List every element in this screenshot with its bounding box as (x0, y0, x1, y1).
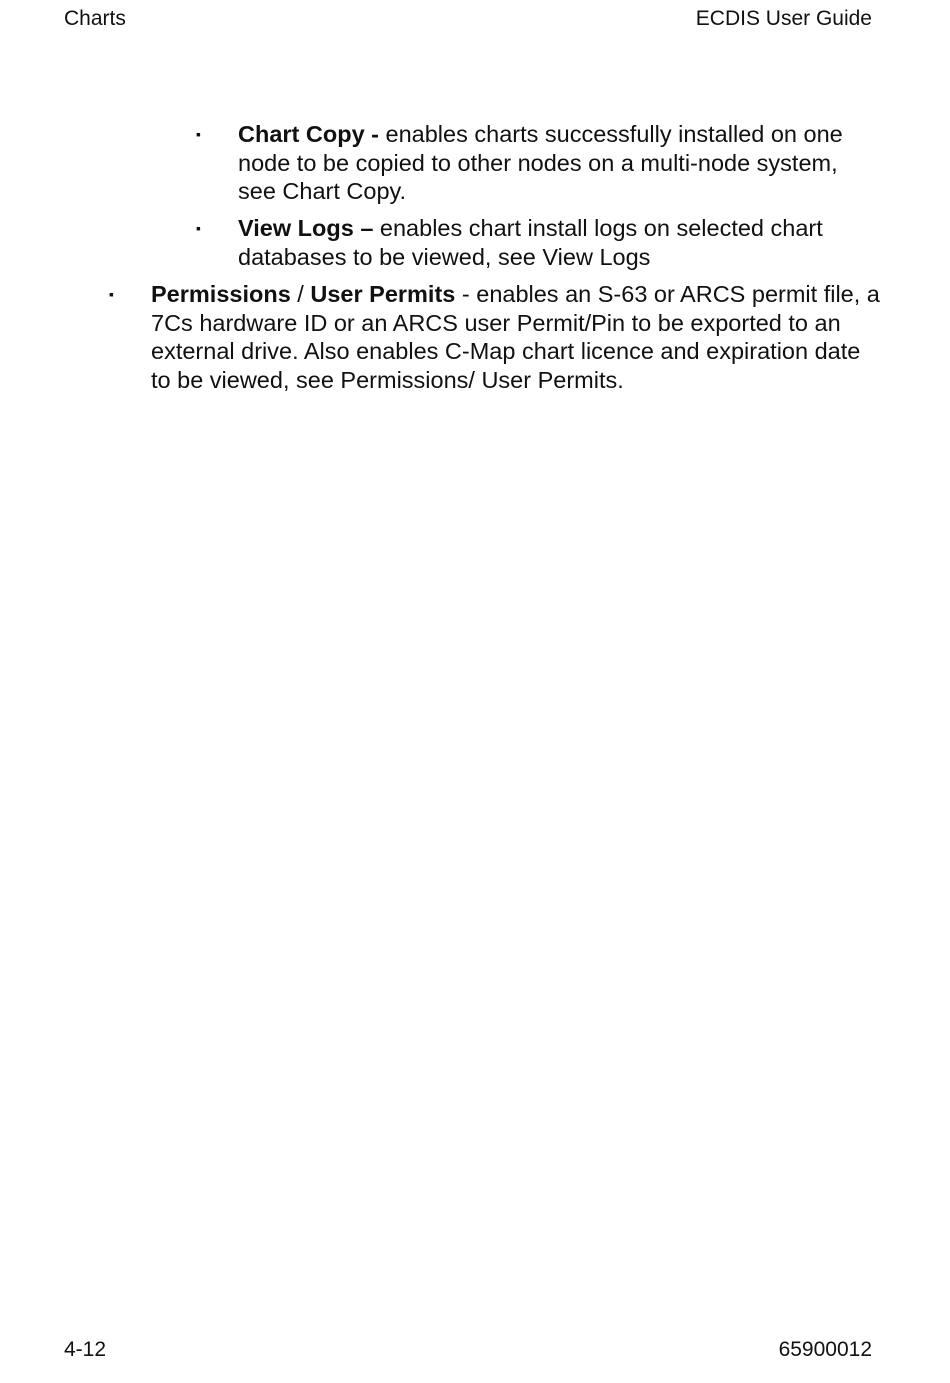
header-document-title: ECDIS User Guide (695, 7, 872, 30)
page-number: 4-12 (64, 1338, 107, 1361)
bullet-icon: ▪ (196, 220, 201, 236)
item-description: enables charts successfully installed on one node to be copied to other nodes on a multi-node system, see Chart Copy. (238, 121, 843, 204)
bullet-icon: ▪ (196, 126, 201, 142)
item-separator: / (290, 281, 311, 307)
list-item-permissions (109, 280, 881, 394)
header-section-title: Charts (64, 7, 126, 30)
item-term: Permissions (151, 281, 291, 307)
item-term: View Logs – (238, 215, 374, 241)
bullet-icon: ▪ (109, 286, 114, 302)
item-description: - enables an S-63 or ARCS permit file, a 7Cs hardware ID or an ARCS user Permit/Pin to be exported to an external drive. Also enables C-Map chart licence and expiration date to be viewed, see Permissions/ User Permits. (151, 281, 880, 393)
item-description: enables chart install logs on selected chart databases to be viewed, see View Logs (238, 215, 823, 270)
list-item-view-logs (196, 214, 878, 271)
list-item-chart-copy (196, 120, 878, 206)
item-term: Chart Copy - (238, 121, 379, 147)
document-number: 65900012 (778, 1338, 872, 1361)
item-term-secondary: User Permits (310, 281, 456, 307)
